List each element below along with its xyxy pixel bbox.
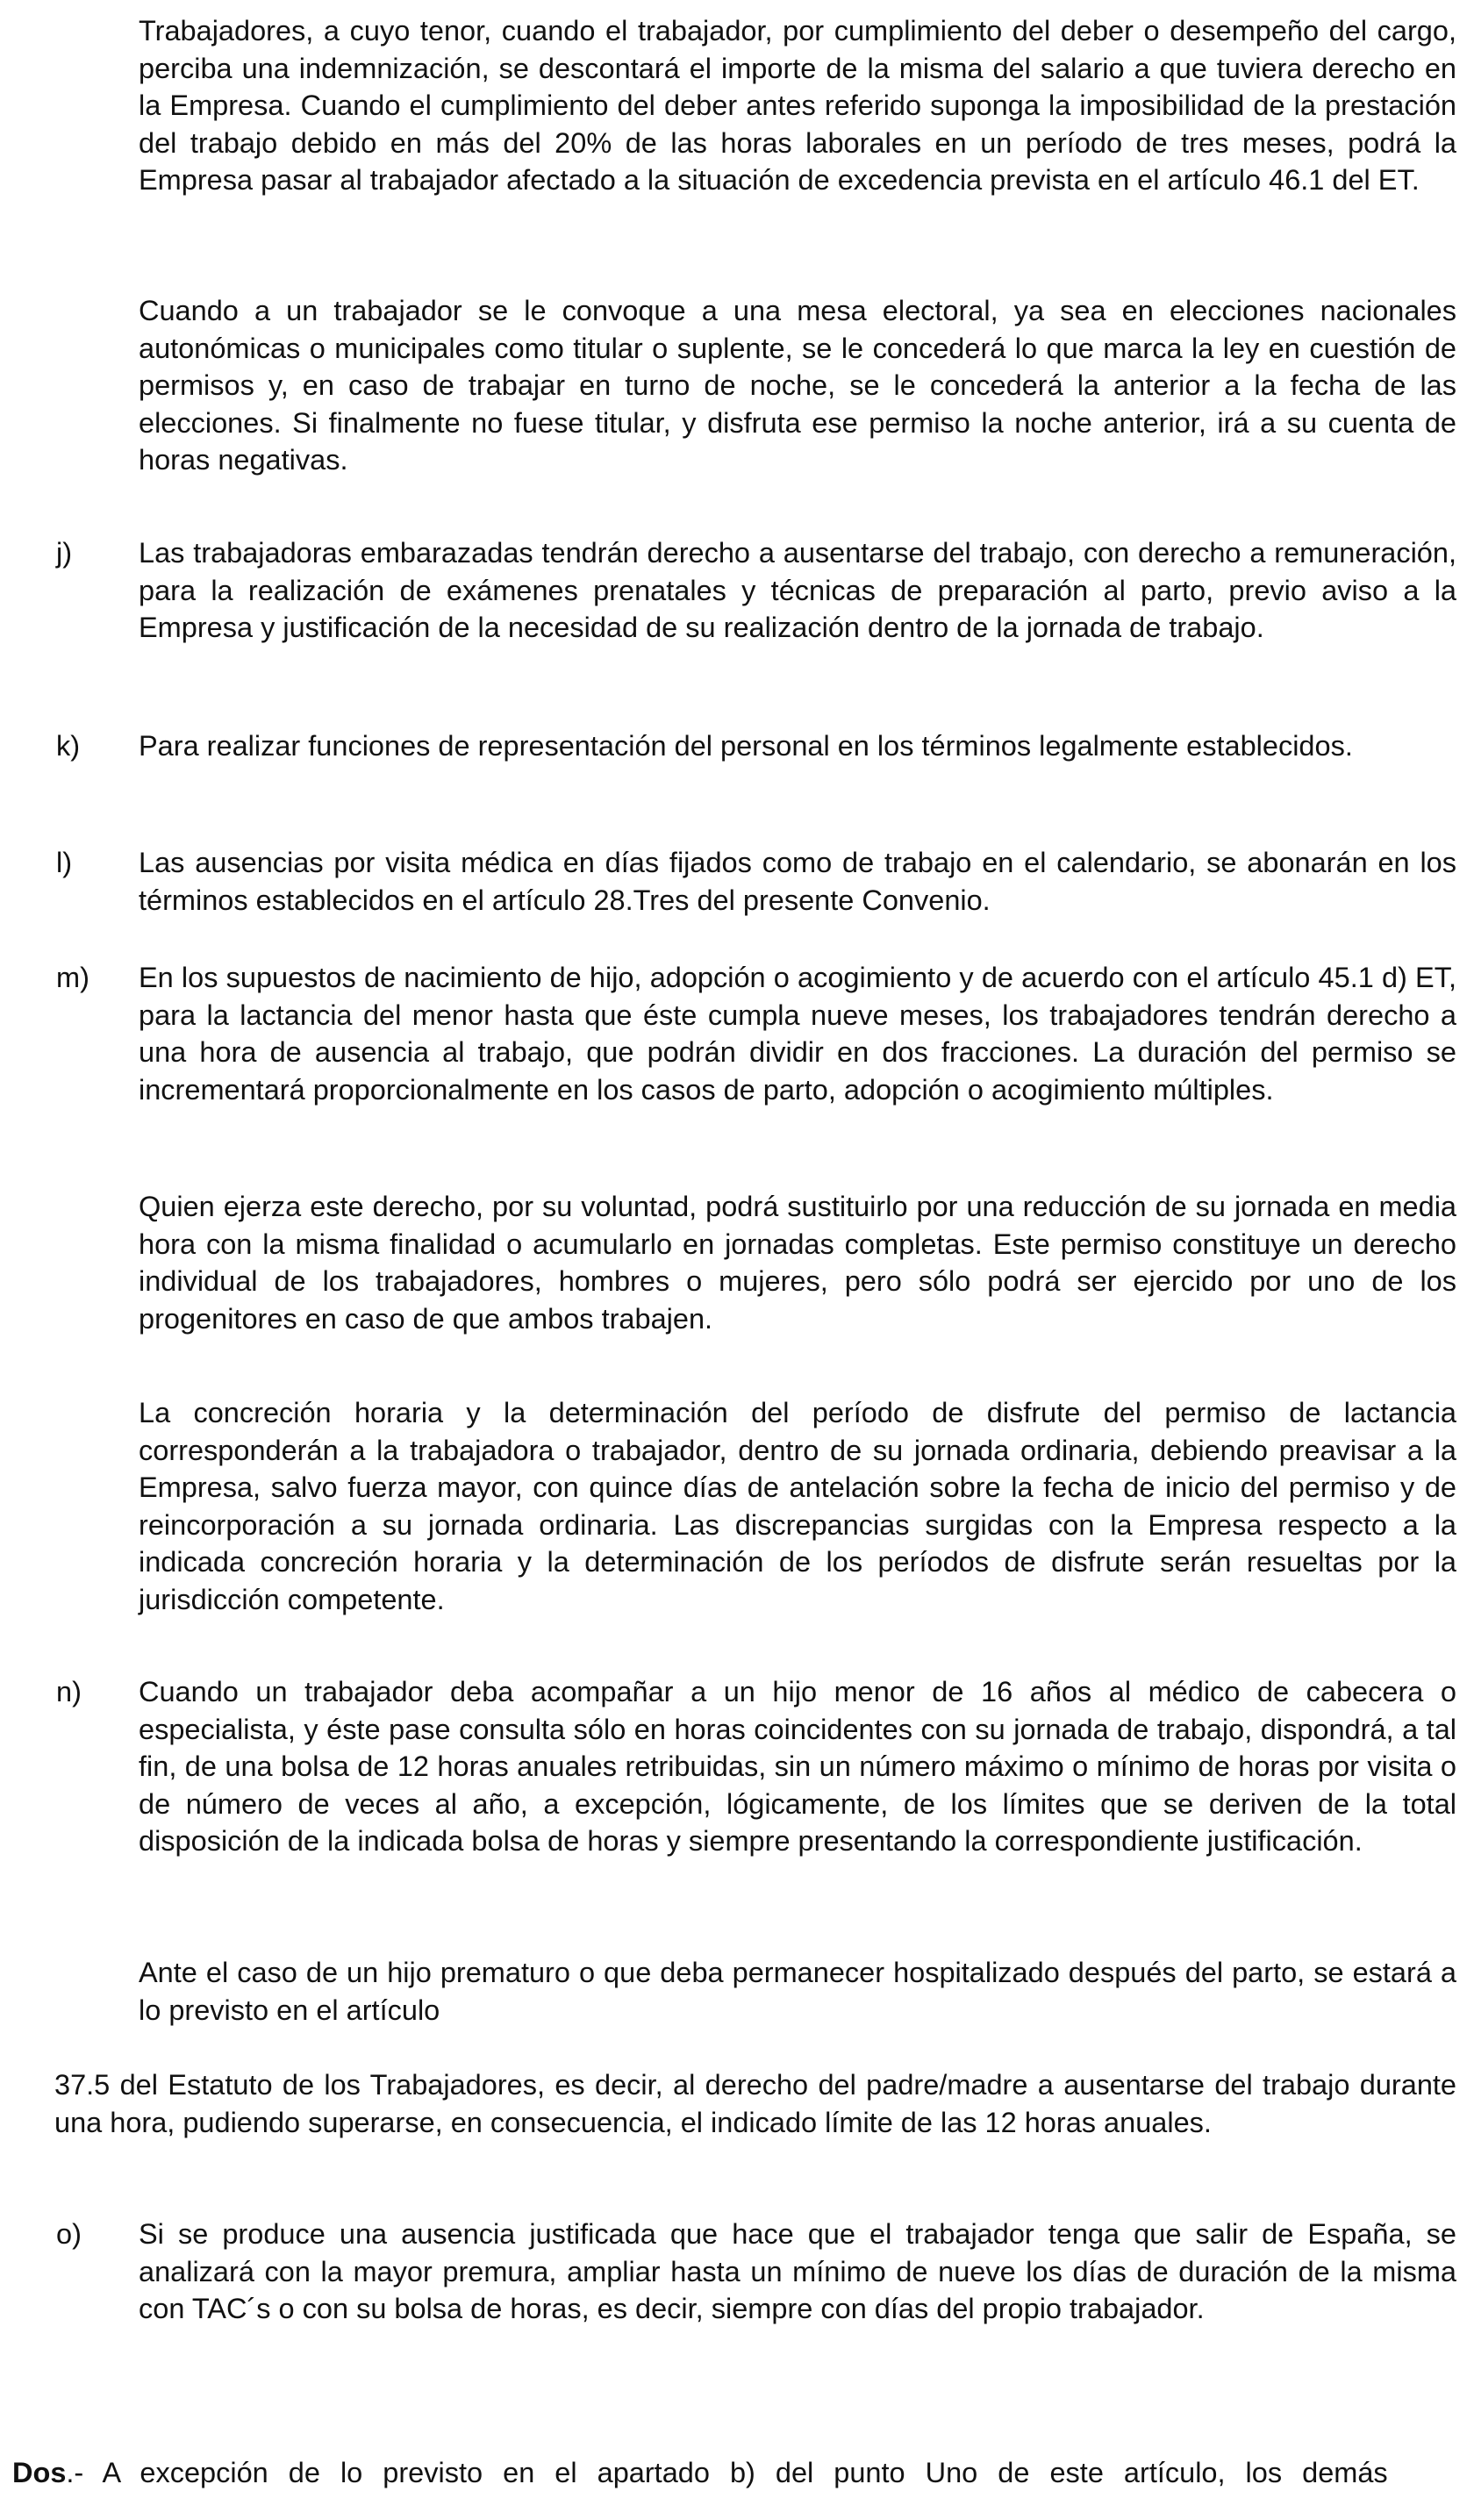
- list-marker-m: m): [56, 962, 89, 993]
- list-marker-j: j): [56, 537, 73, 569]
- paragraph-mesa-electoral: Cuando a un trabajador se le convoque a una mesa electoral, ya sea en elecciones nacionales autonómicas o municipales como titular o suplente, se le concederá lo que marca la ley en cuestión de permisos y, en caso de trabajar en turno de noche, se le concederá la anterior a la fecha de las elecciones. Si finalmente no fuese titular, y disfruta ese permiso la noche anterior, irá a su cuenta de horas negativas.: [139, 295, 1456, 476]
- list-marker-n: n): [56, 1676, 82, 1707]
- paragraph-lactancia-reduccion: Quien ejerza este derecho, por su voluntad, podrá sustituirlo por una reducción de su jornada en media hora con la misma finalidad o acumularlo en jornadas completas. Este permiso constituye un derecho individual de los trabajadores, hombres o mujeres, pero sólo podrá ser ejercido por uno de los progenitores en caso de que ambos trabajen.: [139, 1191, 1456, 1335]
- list-item-l: Las ausencias por visita médica en días fijados como de trabajo en el calendario, se abonarán en los términos establecidos en el artículo 28.Tres del presente Convenio.: [139, 847, 1456, 916]
- list-marker-l: l): [56, 847, 73, 878]
- paragraph-dos-text: .- A excepción de lo previsto en el apartado b) del punto Uno de este artículo, los demás: [66, 2457, 1388, 2488]
- list-item-j: Las trabajadoras embarazadas tendrán derecho a ausentarse del trabajo, con derecho a remuneración, para la realización de exámenes prenatales y técnicas de preparación al parto, previo aviso a la Empresa y justificación de la necesidad de su realización dentro de la jornada de trabajo.: [139, 537, 1456, 644]
- paragraph-dos: [12, 2454, 1456, 2492]
- paragraph-deber-cargo: Trabajadores, a cuyo tenor, cuando el trabajador, por cumplimiento del deber o desempeño del cargo, perciba una indemnización, se descontará el importe de la misma del salario a que tuviera derecho en la Empresa. Cuando el cumplimiento del deber antes referido suponga la imposibilidad de la prestación del trabajo debido en más del 20% de las horas laborales en un período de tres meses, podrá la Empresa pasar al trabajador afectado a la situación de excedencia prevista en el artículo 46.1 del ET.: [139, 15, 1456, 197]
- list-marker-o: o): [56, 2218, 82, 2250]
- paragraph-estatuto-continuation: 37.5 del Estatuto de los Trabajadores, es decir, al derecho del padre/madre a ausentarse del trabajo durante una hora, pudiendo superarse, en consecuencia, el indicado límite de las 12 horas anuales.: [54, 2069, 1456, 2138]
- paragraph-hijo-prematuro: Ante el caso de un hijo prematuro o que deba permanecer hospitalizado después del parto, se estará a lo previsto en el artículo: [139, 1957, 1456, 2026]
- list-marker-k: k): [56, 730, 81, 762]
- list-item-o: Si se produce una ausencia justificada que hace que el trabajador tenga que salir de España, se analizará con la mayor premura, ampliar hasta un mínimo de nueve los días de duración de la misma con TAC´s o con su bolsa de horas, es decir, siempre con días del propio trabajador.: [139, 2218, 1456, 2325]
- list-item-n: Cuando un trabajador deba acompañar a un hijo menor de 16 años al médico de cabecera o especialista, y éste pase consulta sólo en horas coincidentes con su jornada de trabajo, dispondrá, a tal fin, de una bolsa de 12 horas anuales retribuidas, sin un número máximo o mínimo de horas por visita o de número de veces al año, a excepción, lógicamente, de los límites que se deriven de la total disposición de la indicada bolsa de horas y siempre presentando la correspondiente justificación.: [139, 1676, 1456, 1858]
- list-item-m: En los supuestos de nacimiento de hijo, adopción o acogimiento y de acuerdo con el artículo 45.1 d) ET, para la lactancia del menor hasta que éste cumpla nueve meses, los trabajadores tendrán derecho a una hora de ausencia al trabajo, que podrán dividir en dos fracciones. La duración del permiso se incrementará proporcionalmente en los casos de parto, adopción o acogimiento múltiples.: [139, 962, 1456, 1106]
- section-label-dos: Dos: [12, 2457, 67, 2488]
- paragraph-lactancia-concrecion: La concreción horaria y la determinación del período de disfrute del permiso de lactancia corresponderán a la trabajadora o trabajador, dentro de su jornada ordinaria, debiendo preavisar a la Empresa, salvo fuerza mayor, con quince días de antelación sobre la fecha de inicio del permiso y de reincorporación a su jornada ordinaria. Las discrepancias surgidas con la Empresa respecto a la indicada concreción horaria y la determinación de los períodos de disfrute serán resueltas por la jurisdicción competente.: [139, 1397, 1456, 1615]
- list-item-k: Para realizar funciones de representación del personal en los términos legalmente establecidos.: [139, 730, 1353, 762]
